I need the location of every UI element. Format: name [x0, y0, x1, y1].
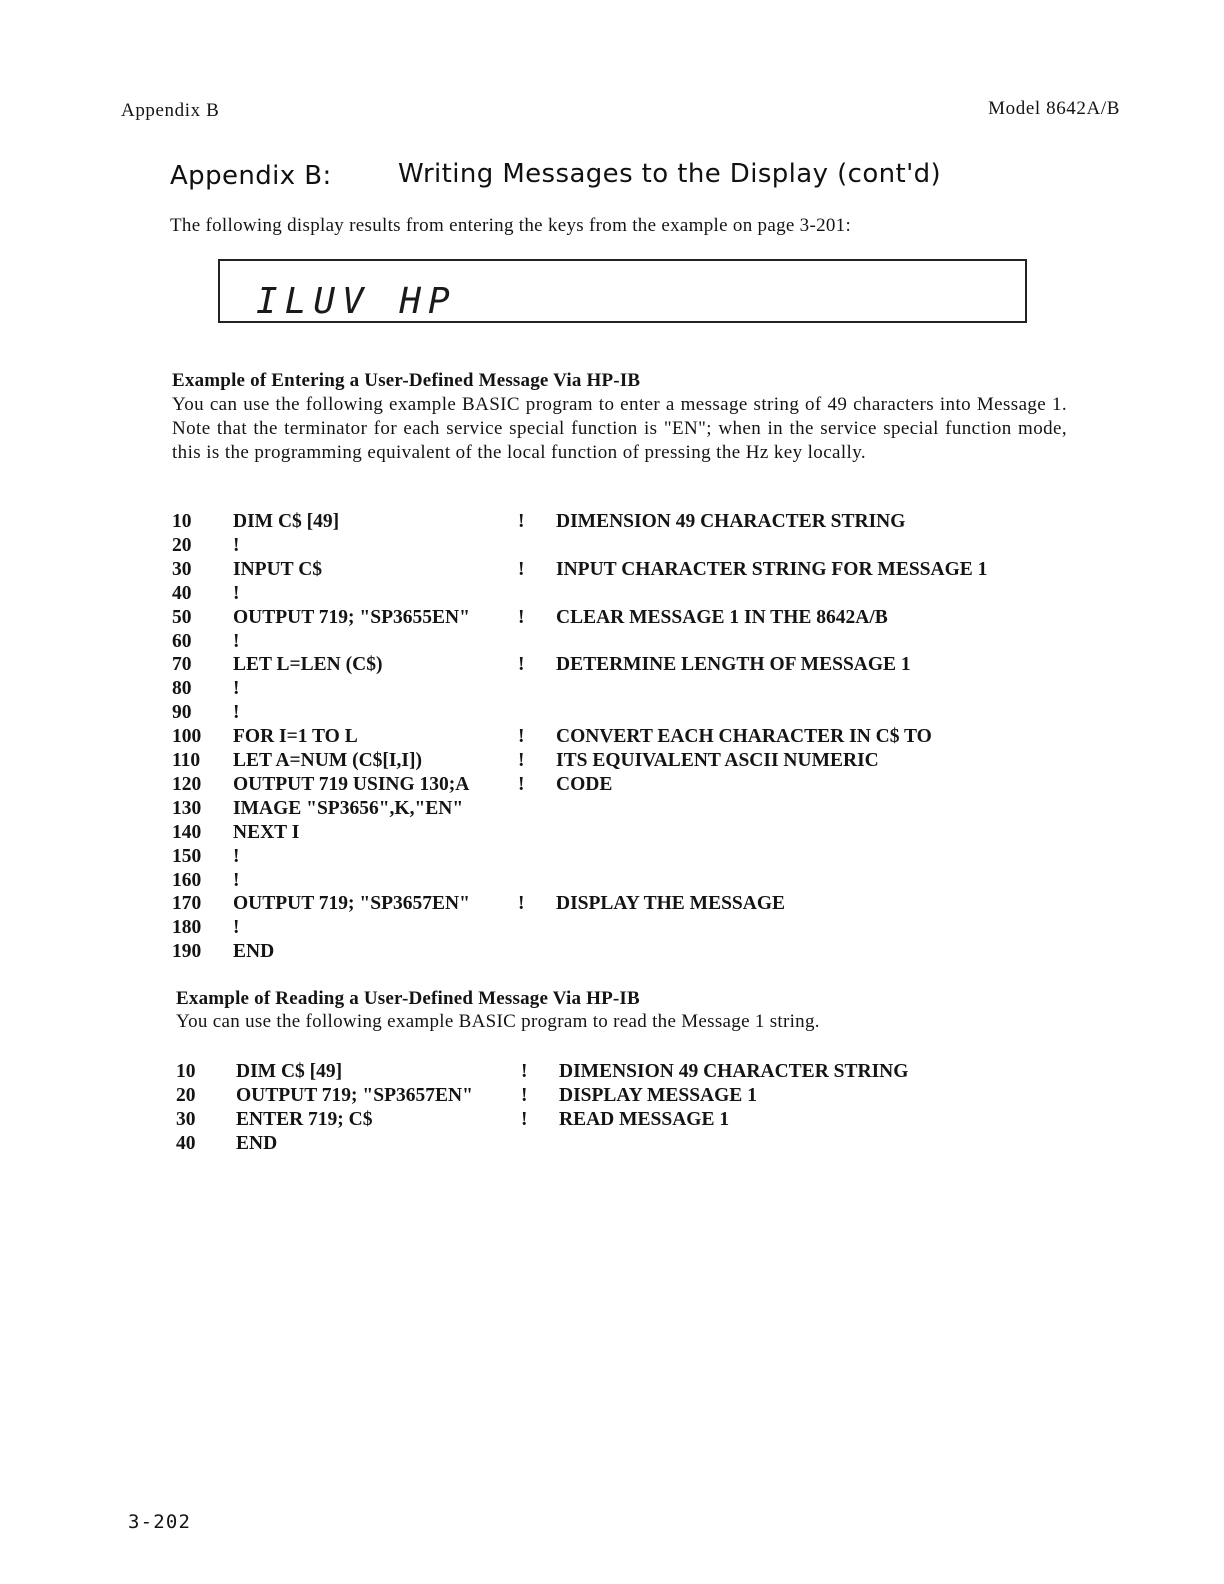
line-number: 70: [172, 654, 192, 676]
code-statement: DIM C$ [49]: [233, 511, 340, 532]
line-number: 160: [172, 869, 202, 891]
page-number: 3-202: [128, 1511, 192, 1533]
code-statement: DIM C$ [49]: [236, 1061, 343, 1082]
code-statement: !: [233, 534, 240, 556]
section-heading-entering: Example of Entering a User-Defined Message Via HP-IB: [172, 370, 641, 391]
line-number: 10: [172, 511, 192, 532]
line-number: 120: [172, 773, 202, 795]
code-statement: END: [236, 1132, 278, 1154]
line-number: 80: [172, 678, 192, 700]
line-number: 100: [172, 726, 202, 748]
line-number: 20: [176, 1084, 196, 1106]
code-statement: !: [233, 917, 240, 939]
section-paragraph-entering: You can use the following example BASIC program to enter a message string of 49 characters into Message 1. Note that the terminator for each service special function is "EN"; when in the service special function mode, this is the programming equivalent of the local function of pressing the Hz key locally.: [172, 394, 1067, 463]
line-number: 40: [176, 1132, 196, 1154]
code-line: [172, 940, 1072, 964]
code-statement: LET L=LEN (C$): [233, 654, 383, 676]
code-comment: DISPLAY THE MESSAGE: [556, 893, 786, 915]
code-line: [172, 845, 1072, 869]
code-line: [172, 916, 1072, 940]
code-line: [172, 606, 1072, 630]
code-comment: CLEAR MESSAGE 1 IN THE 8642A/B: [556, 606, 888, 628]
code-line: [176, 1108, 1076, 1132]
line-number: 60: [172, 630, 192, 652]
code-statement: END: [233, 941, 275, 963]
comment-marker: !: [521, 1084, 528, 1106]
comment-marker: !: [518, 606, 525, 628]
code-line: [172, 892, 1072, 916]
code-comment: DIMENSION 49 CHARACTER STRING: [559, 1061, 909, 1082]
code-statement: OUTPUT 719; "SP3657EN": [236, 1084, 473, 1106]
line-number: 50: [172, 606, 192, 628]
code-statement: IMAGE "SP3656",K,"EN": [233, 797, 464, 819]
code-line: [172, 582, 1072, 606]
display-readout: ILUV HP: [256, 281, 457, 322]
line-number: 30: [172, 558, 192, 580]
comment-marker: !: [518, 511, 525, 532]
code-line: [172, 725, 1072, 749]
comment-marker: !: [518, 773, 525, 795]
code-statement: ENTER 719; C$: [236, 1108, 373, 1130]
comment-marker: !: [521, 1108, 528, 1130]
line-number: 30: [176, 1108, 196, 1130]
running-header-right: Model 8642A/B: [988, 98, 1120, 119]
comment-marker: !: [518, 893, 525, 915]
code-line: [172, 653, 1072, 677]
line-number: 40: [172, 582, 192, 604]
code-comment: CODE: [556, 773, 613, 795]
code-statement: !: [233, 845, 240, 867]
appendix-label: Appendix B:: [170, 161, 332, 191]
code-line: [172, 558, 1072, 582]
line-number: 140: [172, 821, 202, 843]
comment-marker: !: [518, 726, 525, 748]
program-listing-reading: [176, 1060, 1076, 1160]
code-statement: INPUT C$: [233, 558, 323, 580]
code-line: [172, 510, 1072, 534]
line-number: 90: [172, 702, 192, 724]
code-statement: !: [233, 582, 240, 604]
code-statement: !: [233, 678, 240, 700]
line-number: 130: [172, 797, 202, 819]
code-statement: !: [233, 869, 240, 891]
code-comment: ITS EQUIVALENT ASCII NUMERIC: [556, 750, 879, 771]
line-number: 150: [172, 845, 202, 867]
code-line: [172, 773, 1072, 797]
code-statement: FOR I=1 TO L: [233, 726, 358, 748]
line-number: 180: [172, 917, 202, 939]
code-line: [176, 1060, 1076, 1084]
code-line: [172, 749, 1072, 773]
code-line: [172, 821, 1072, 845]
comment-marker: !: [521, 1061, 528, 1082]
page-title: Writing Messages to the Display (cont'd): [398, 159, 942, 189]
code-statement: OUTPUT 719; "SP3657EN": [233, 893, 470, 915]
section-paragraph-reading: You can use the following example BASIC program to read the Message 1 string.: [176, 1011, 820, 1032]
line-number: 190: [172, 941, 202, 963]
comment-marker: !: [518, 750, 525, 771]
intro-text: The following display results from entering the keys from the example on page 3-201:: [170, 215, 852, 236]
running-header-left: Appendix B: [121, 100, 220, 121]
line-number: 170: [172, 893, 202, 915]
display-panel: [218, 259, 1027, 323]
code-comment: DETERMINE LENGTH OF MESSAGE 1: [556, 654, 911, 676]
code-comment: INPUT CHARACTER STRING FOR MESSAGE 1: [556, 558, 988, 580]
code-line: [172, 701, 1072, 725]
comment-marker: !: [518, 654, 525, 676]
code-statement: OUTPUT 719; "SP3655EN": [233, 606, 470, 628]
code-line: [172, 869, 1072, 893]
code-comment: DIMENSION 49 CHARACTER STRING: [556, 511, 906, 532]
code-line: [172, 630, 1072, 654]
line-number: 10: [176, 1061, 196, 1082]
code-comment: DISPLAY MESSAGE 1: [559, 1084, 757, 1106]
code-statement: OUTPUT 719 USING 130;A: [233, 773, 470, 795]
program-listing-entering: [172, 510, 1072, 970]
code-statement: !: [233, 702, 240, 724]
code-statement: NEXT I: [233, 821, 300, 843]
code-statement: !: [233, 630, 240, 652]
line-number: 20: [172, 534, 192, 556]
code-line: [172, 534, 1072, 558]
line-number: 110: [172, 750, 201, 771]
comment-marker: !: [518, 558, 525, 580]
code-line: [176, 1084, 1076, 1108]
code-line: [172, 677, 1072, 701]
code-comment: CONVERT EACH CHARACTER IN C$ TO: [556, 726, 932, 748]
code-statement: LET A=NUM (C$[I,I]): [233, 750, 422, 771]
section-heading-reading: Example of Reading a User-Defined Message Via HP-IB: [176, 988, 640, 1009]
code-line: [176, 1132, 1076, 1156]
code-comment: READ MESSAGE 1: [559, 1108, 730, 1130]
code-line: [172, 797, 1072, 821]
